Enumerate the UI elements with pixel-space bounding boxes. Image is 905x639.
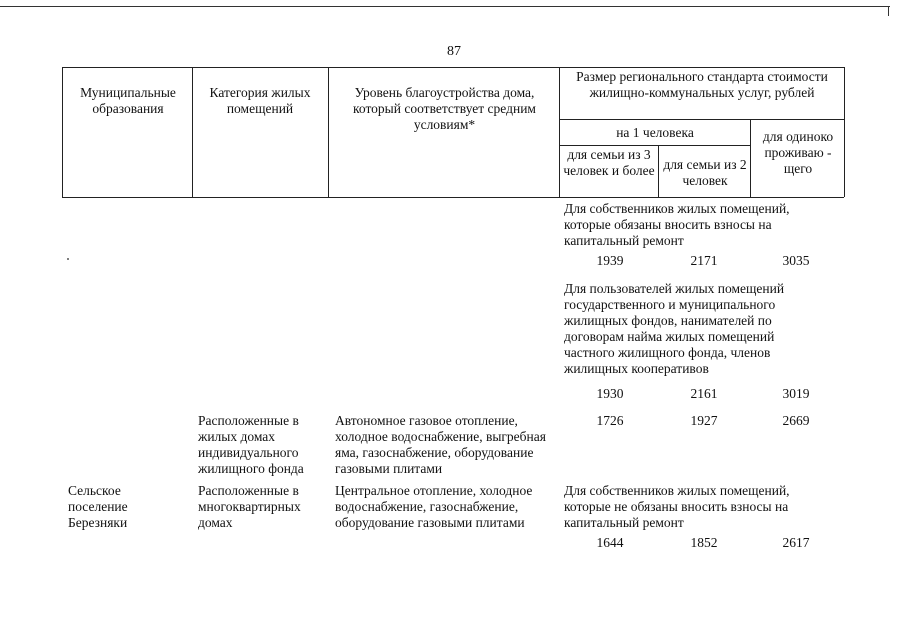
table-divider-3 xyxy=(559,67,560,197)
row-individual-category: Расположенные в жилых домах индивидуального жилищного фонда xyxy=(198,413,304,476)
table-divider-2 xyxy=(328,67,329,197)
row-bereznyaki-value-family2: 1852 xyxy=(690,535,718,550)
row-bereznyaki-municipality: Сельское поселение Березняки xyxy=(68,483,128,530)
table-divider-5 xyxy=(750,119,751,197)
row-bereznyaki-category: Расположенные в многоквартирных домах xyxy=(198,483,301,530)
header-family-2: для семьи из 2 человек xyxy=(663,157,747,188)
header-family-3-plus: для семьи из 3 человек и более xyxy=(563,147,655,178)
header-single-resident: для одиноко проживаю - щего xyxy=(762,129,834,176)
header-standard-cost: Размер регионального стандарта стоимости жилищно-коммунальных услуг, рублей xyxy=(576,69,828,100)
block-owners-value-single: 3035 xyxy=(782,253,810,268)
block-users-value-family3: 1930 xyxy=(596,386,624,401)
header-housing-category: Категория жилых помещений xyxy=(209,85,311,116)
row-individual-amenities: Автономное газовое отопление, холодное водоснабжение, выгребная яма, газоснабжение, оборудование газовыми плитами xyxy=(335,413,546,476)
block-owners-value-family3: 1939 xyxy=(596,253,624,268)
row-bereznyaki-label: Для собственников жилых помещений, которые не обязаны вносить взносы на капитальный ремонт xyxy=(564,483,790,530)
row-individual-value-single: 2669 xyxy=(782,413,810,428)
header-table xyxy=(62,67,844,197)
right-border-tick xyxy=(888,6,889,16)
table-border-bottom xyxy=(62,197,844,198)
header-amenity-level: Уровень благоустройства дома, который соответствует средним условиям* xyxy=(353,85,536,132)
block-users-value-single: 3019 xyxy=(782,386,810,401)
table-border-left xyxy=(62,67,63,197)
block-users-value-family2: 2161 xyxy=(690,386,718,401)
table-border-top xyxy=(62,67,844,68)
table-rule-per-person xyxy=(559,145,750,146)
table-divider-1 xyxy=(192,67,193,197)
row-bereznyaki-value-single: 2617 xyxy=(782,535,810,550)
block-owners-label: Для собственников жилых помещений, которые обязаны вносить взносы на капитальный ремонт xyxy=(564,201,790,248)
table-divider-4 xyxy=(658,145,659,197)
top-border-line xyxy=(0,6,890,7)
table-rule-title xyxy=(559,119,844,120)
scan-speck xyxy=(67,258,69,260)
block-owners-value-family2: 2171 xyxy=(690,253,718,268)
header-municipalities: Муниципальные образования xyxy=(80,85,176,116)
page-number: 87 xyxy=(447,44,461,59)
table-border-right xyxy=(844,67,845,197)
row-individual-value-family3: 1726 xyxy=(596,413,624,428)
row-individual-value-family2: 1927 xyxy=(690,413,718,428)
block-users-label: Для пользователей жилых помещений государственного и муниципального жилищных фондов, нанимателей по договорам найма жилых помещений частного жилищного фонда, членов жилищных кооперативов xyxy=(564,281,785,376)
row-bereznyaki-value-family3: 1644 xyxy=(596,535,624,550)
row-bereznyaki-amenities: Центральное отопление, холодное водоснабжение, газоснабжение, оборудование газовыми плитами xyxy=(335,483,533,530)
header-per-person: на 1 человека xyxy=(616,125,694,140)
